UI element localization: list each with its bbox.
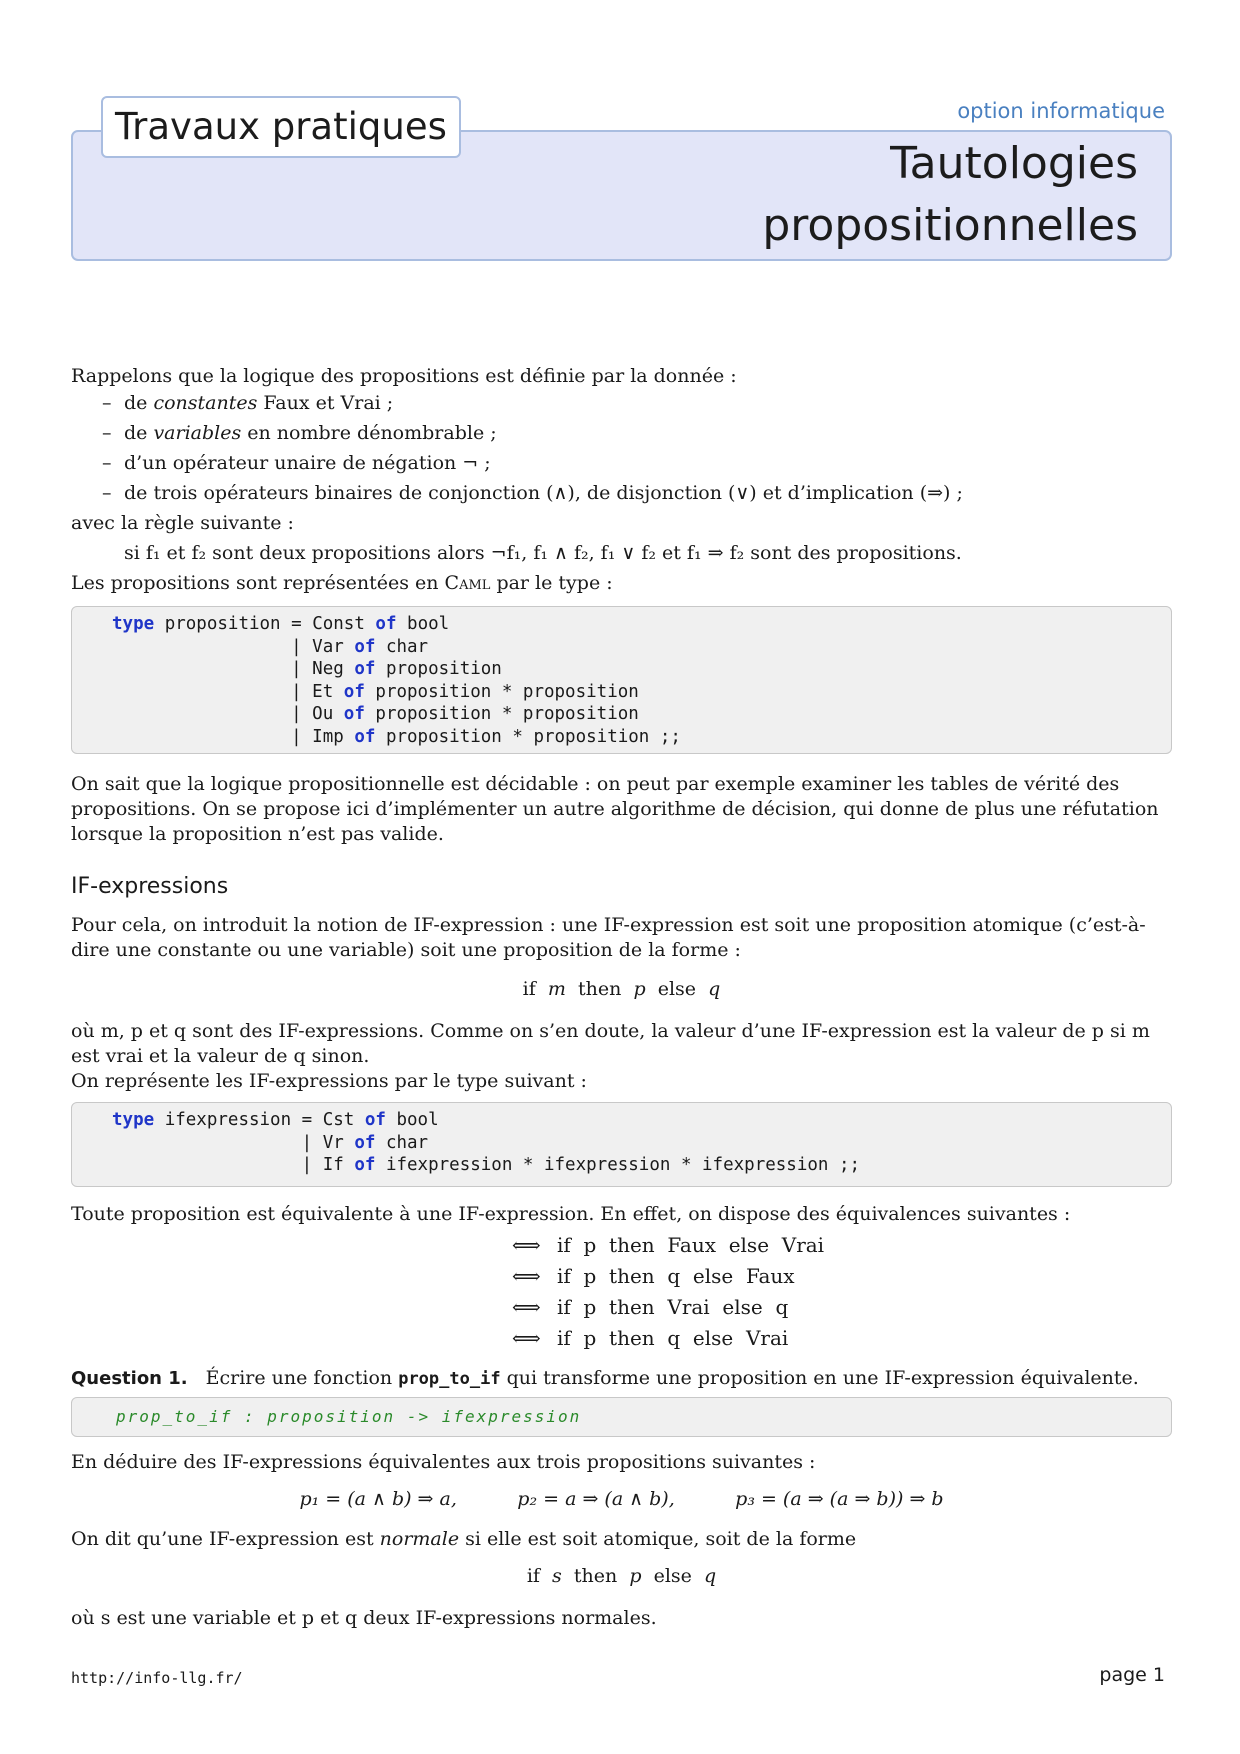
list-item: – de trois opérateurs binaires de conjonction (∧), de disjonction (∨) et d’implication (⇒) ;: [102, 482, 963, 504]
paragraph-normal-def: On dit qu’une IF-expression est normale si elle est soit atomique, soit de la forme: [71, 1528, 857, 1550]
paragraph-deduce: En déduire des IF-expressions équivalentes aux trois propositions suivantes :: [71, 1451, 816, 1473]
code-block-ifexpression-type: [71, 1102, 1172, 1187]
code-line: | Ou of proposition * proposition: [112, 704, 639, 724]
paragraph-decidability: On sait que la logique propositionnelle est décidable : on peut par exemple examiner les tables de vérité des propositions. On se propose ici d’implémenter un autre algorithme de décision, qui donne de plus une réfutation lorsque la proposition n’est pas valide.: [71, 773, 1159, 845]
paragraph-type-lead: On représente les IF-expressions par le type suivant :: [71, 1070, 587, 1092]
list-item: – de variables en nombre dénombrable ;: [102, 422, 497, 444]
code-line: type ifexpression = Cst of bool: [112, 1110, 439, 1130]
type-lead: Les propositions sont représentées en Caml par le type :: [71, 572, 613, 594]
page-number: page 1: [1099, 1664, 1165, 1686]
title-line-2: propositionnelles: [762, 200, 1138, 251]
function-signature: prop_to_if : proposition -> ifexpression: [71, 1397, 1172, 1437]
rule-statement: si f₁ et f₂ sont deux propositions alors ¬f₁, f₁ ∧ f₂, f₁ ∨ f₂ et f₁ ⇒ f₂ sont des propositions.: [124, 542, 962, 564]
code-line: | Imp of proposition * proposition ;;: [112, 726, 681, 747]
paragraph-equivalence-lead: Toute proposition est équivalente à une IF-expression. En effet, on dispose des équivalences suivantes :: [71, 1203, 1071, 1225]
code-line: | Et of proposition * proposition: [112, 681, 639, 702]
propositions-display: p₁ = (a ∧ b) ⇒ a, p₂ = a ⇒ (a ∧ b), p₃ = (a ⇒ (a ⇒ b)) ⇒ b: [299, 1488, 944, 1510]
footer-url-link[interactable]: http://info-llg.fr/: [71, 1669, 243, 1687]
code-line: | If of ifexpression * ifexpression * ifexpression ;;: [112, 1155, 861, 1175]
if-form-normal-display: if s then p else q: [526, 1565, 717, 1587]
rule-lead: avec la règle suivante :: [71, 512, 294, 534]
paragraph-normal-end: où s est une variable et p et q deux IF-expressions normales.: [71, 1607, 657, 1629]
code-line: | Vr of char: [112, 1132, 429, 1153]
course-option-label: option informatique: [957, 99, 1165, 123]
list-item: – de constantes Faux et Vrai ;: [102, 392, 394, 414]
code-line: | Neg of proposition: [112, 659, 502, 679]
title-line-1: Tautologies: [890, 138, 1138, 189]
list-item: – d’un opérateur unaire de négation ¬ ;: [102, 452, 491, 474]
document-type-label: Travaux pratiques: [101, 96, 461, 158]
intro-lead: Rappelons que la logique des propositions est définie par la donnée :: [71, 365, 737, 387]
question-1: Question 1. Écrire une fonction prop_to_if qui transforme une proposition en une IF-expression équivalente.: [71, 1367, 1139, 1389]
page-title: [762, 133, 1138, 257]
code-line: type proposition = Const of bool: [112, 614, 450, 634]
if-form-display: if m then p else q: [522, 978, 721, 1000]
code-block-proposition-type: [71, 606, 1172, 754]
section-heading: IF-expressions: [71, 874, 229, 899]
paragraph-value: où m, p et q sont des IF-expressions. Comme on s’en doute, la valeur d’une IF-expression est la valeur de p si m est vrai et la valeur de q sinon.: [71, 1020, 1150, 1067]
code-line: | Var of char: [112, 636, 429, 657]
paragraph-ifexpression-intro: Pour cela, on introduit la notion de IF-expression : une IF-expression est soit une proposition atomique (c’est-à-dire une constante ou une variable) soit une proposition de la forme :: [71, 914, 1146, 961]
